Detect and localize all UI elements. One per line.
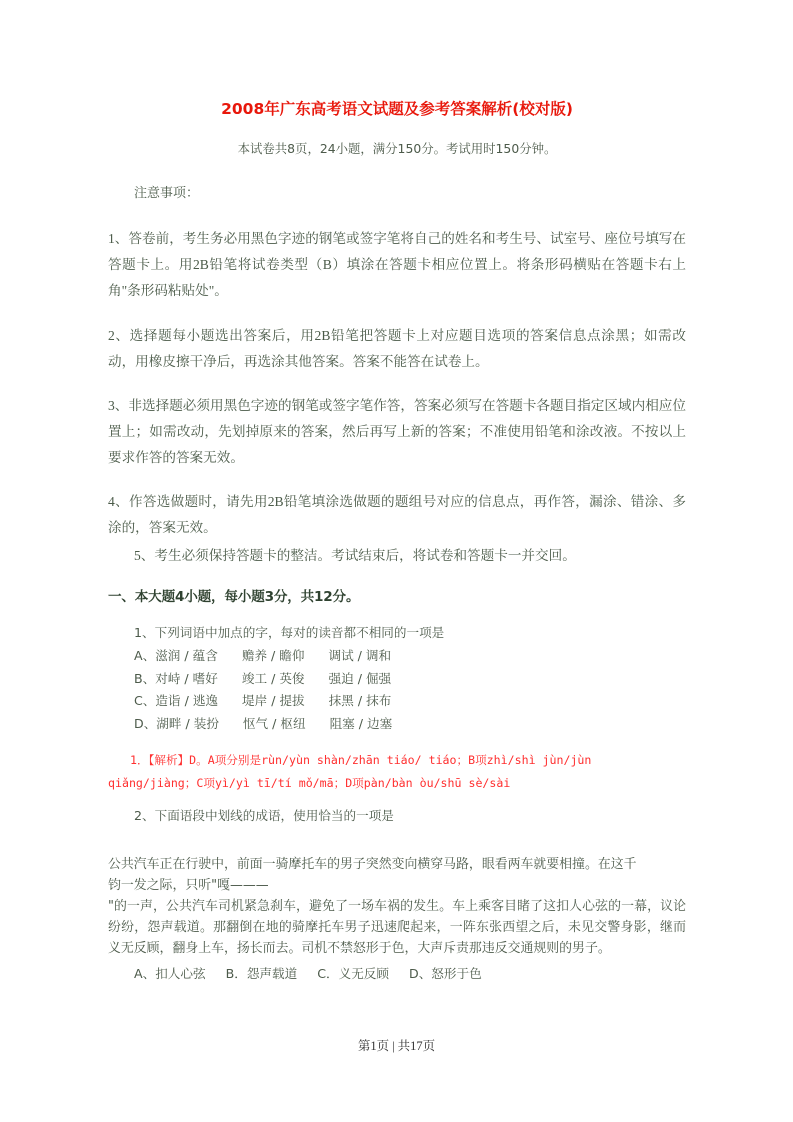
notice-item-4: 4、作答选做题时，请先用2B铅笔填涂选做题的题组号对应的信息点，再作答，漏涂、错涂、多涂的，答案无效。 — [108, 493, 686, 536]
answer-line-2: qiǎng/jiàng；C项yì/yì tī/tí mǒ/mā；D项pàn/bàn òu/shū sè/sài — [108, 776, 511, 791]
notice-item-5: 5、考生必须保持答题卡的整洁。考试结束后，将试卷和答题卡一并交回。 — [134, 548, 576, 564]
question-1-option-d[interactable]: D、湖畔 / 装扮 怄气 / 枢纽 阻塞 / 边塞 — [134, 715, 393, 731]
passage-spacer — [108, 829, 686, 855]
question-1-answer-explanation — [108, 749, 686, 795]
notice-item-3: 3、非选择题必须用黑色字迹的钢笔或签字笔作答，答案必须写在答题卡各题目指定区域内相应位置上；如需改动，先划掉原来的答案，然后再写上新的答案；不准使用铅笔和涂改液。不按以上要求作答的答案无效。 — [108, 397, 686, 465]
footer-total-pages: 共17页 — [397, 1039, 436, 1053]
footer-current-page: 第1页 — [357, 1039, 390, 1053]
question-2-passage-line-1: 公共汽车正在行驶中，前面一骑摩托车的男子突然变向横穿马路，眼看两车就要相撞。在这千 — [108, 856, 637, 872]
notice-item-1: 1、答卷前，考生务必用黑色字迹的钢笔或签字笔将自己的姓名和考生号、试室号、座位号填写在答题卡上。用2B铅笔将试卷类型（B）填涂在答题卡相应位置上。将条形码横贴在答题卡右上角"条形码粘贴处"。 — [108, 231, 686, 299]
question-1-option-c[interactable]: C、造诣 / 逃逸 堤岸 / 提拔 抹黑 / 抹布 — [134, 693, 392, 709]
notice-item-2: 2、选择题每小题选出答案后，用2B铅笔把答题卡上对应题目选项的答案信息点涂黑；如需改动，用橡皮擦干净后，再选涂其他答案。答案不能答在试卷上。 — [108, 327, 686, 369]
question-1-option-a[interactable]: A、滋润 / 蕴含 赡养 / 瞻仰 调试 / 调和 — [134, 648, 392, 664]
document-content — [108, 100, 686, 986]
answer-line-1: 1．【解析】D。A项分别是rùn/yùn shàn/zhān tiáo/ tiáo；B项zhì/shì jùn/jùn — [130, 752, 592, 767]
document-subtitle: 本试卷共8页，24小题，满分150分。考试用时150分钟。 — [237, 140, 557, 156]
question-1-stem: 1、下列词语中加点的字，每对的读音都不相同的一项是 — [134, 624, 445, 640]
section-heading-one: 一、本大题4小题，每小题3分，共12分。 — [108, 589, 360, 606]
question-2-passage-body: "的一声，公共汽车司机紧急刹车，避免了一场车祸的发生。车上乘客目睹了这扣人心弦的一幕，议论纷纷，怨声载道。那翻倒在地的骑摩托车男子迅速爬起来，一阵东张西望之后，未见交警身影，继而义无反顾，翻身上车，扬长而去。司机不禁怒形于色，大声斥责那违反交通规则的男子。 — [108, 898, 686, 956]
question-2-passage-line-2: 钧一发之际，只听"嘎——— — [108, 877, 269, 893]
footer-separator: | — [392, 1039, 395, 1053]
notice-label: 注意事项： — [134, 184, 200, 200]
question-1-option-b[interactable]: B、对峙 / 嗜好 竣工 / 英俊 强迫 / 倔强 — [134, 670, 392, 686]
question-2-choices[interactable]: A、扣人心弦 B．怨声载道 C．义无反顾 D、怒形于色 — [134, 966, 482, 982]
page-title: 2008年广东高考语文试题及参考答案解析(校对版) — [221, 100, 573, 118]
question-2-stem: 2、下面语段中划线的成语，使用恰当的一项是 — [134, 808, 394, 824]
page-footer — [0, 1036, 793, 1054]
